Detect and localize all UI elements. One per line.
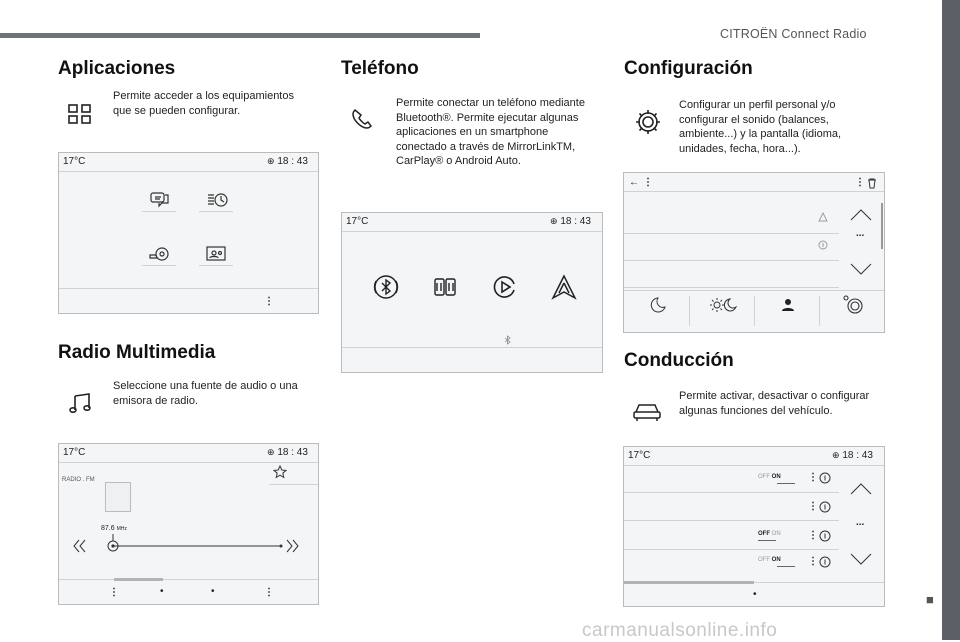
carplay-icon[interactable] xyxy=(492,274,518,300)
desc-conduccion: Permite activar, desactivar o configurar algunas funciones del vehículo. xyxy=(679,390,870,417)
scroll-down-icon[interactable] xyxy=(850,263,872,275)
time-label: 18 : 43 xyxy=(842,450,873,461)
scrollbar-thumb[interactable] xyxy=(881,203,883,249)
apps-grid-icon xyxy=(68,104,92,124)
settings-screen xyxy=(623,172,885,333)
desc-radio: Seleccione una fuente de audio o una emisora de radio. xyxy=(113,380,298,407)
toggle-off-label: OFF xyxy=(758,557,770,563)
settings-gear-icon xyxy=(634,108,662,136)
night-mode-icon[interactable] xyxy=(648,296,668,314)
bluetooth-icon[interactable] xyxy=(372,273,400,301)
page-edge-bar xyxy=(942,0,960,640)
menu-dots[interactable]: ⋮ xyxy=(808,556,818,567)
radio-screen xyxy=(58,443,319,605)
tab-dot[interactable]: • xyxy=(211,586,215,597)
temp-label: 17°C xyxy=(628,450,651,461)
mirrorlink-icon[interactable] xyxy=(432,274,458,300)
clock-label xyxy=(267,447,308,458)
more-label[interactable]: ... xyxy=(856,228,865,239)
radio-band-label: RADIO . FM xyxy=(62,477,95,483)
section-title-aplicaciones: Aplicaciones xyxy=(58,58,176,79)
temp-label: 17°C xyxy=(346,216,369,227)
menu-dots[interactable]: ⋮ xyxy=(808,472,818,483)
bluetooth-status-icon xyxy=(504,335,512,345)
toggle-off-on[interactable] xyxy=(758,557,781,563)
clock-label xyxy=(267,156,308,167)
driver-profile-icon[interactable] xyxy=(204,245,230,263)
toggle-off-label: OFF xyxy=(758,531,770,537)
scroll-up-icon[interactable] xyxy=(850,483,872,495)
toggle-on-label: ON xyxy=(771,531,781,537)
section-title-telefono: Teléfono xyxy=(341,58,419,79)
more-label[interactable]: ... xyxy=(856,517,865,528)
desc-telefono: Permite conectar un teléfono mediante Bluetooth®. Permite ejecutar algunas aplicaciones en un smartphone conectado a través de MirrorLinkTM, CarPlay® o Android Auto. xyxy=(396,97,585,167)
phone-handset-icon xyxy=(350,107,374,131)
info-icon xyxy=(818,240,828,250)
tab-dot[interactable]: • xyxy=(160,586,164,597)
section-title-configuracion: Configuración xyxy=(624,58,753,79)
day-night-icon[interactable] xyxy=(708,296,738,314)
menu-dots[interactable]: ⋮ xyxy=(855,177,865,188)
frequency-label xyxy=(101,525,127,532)
warning-icon xyxy=(818,212,828,222)
driving-screen xyxy=(623,446,885,607)
car-icon xyxy=(632,400,662,422)
settings-profile-icon[interactable] xyxy=(842,294,864,316)
connected-apps-icon[interactable] xyxy=(147,189,173,211)
page-marker: ■ xyxy=(926,592,934,607)
frequency-value: 87.6 xyxy=(101,525,115,532)
scroll-up-icon[interactable] xyxy=(850,209,872,221)
active-tab-indicator xyxy=(114,578,163,581)
clock-label xyxy=(832,450,873,461)
info-icon[interactable] xyxy=(819,556,831,568)
profile-icon[interactable] xyxy=(778,296,796,314)
android-auto-icon[interactable] xyxy=(550,273,578,301)
frequency-unit: MHz xyxy=(116,526,127,532)
gps-icon: ⊕ xyxy=(267,447,275,457)
page-header-title: CITROËN Connect Radio xyxy=(720,27,867,41)
active-tab-indicator xyxy=(624,581,754,584)
menu-dots[interactable]: ⋮ xyxy=(808,530,818,541)
menu-dots[interactable]: ⋮ xyxy=(109,587,119,598)
top-rule xyxy=(0,33,480,38)
info-icon[interactable] xyxy=(819,501,831,513)
info-icon[interactable] xyxy=(819,472,831,484)
section-title-radio: Radio Multimedia xyxy=(58,342,216,363)
gps-icon: ⊕ xyxy=(267,156,275,166)
toggle-off-label: OFF xyxy=(758,474,770,480)
desc-configuracion: Configurar un perfil personal y/o configurar el sonido (balances, ambiente...) y la pantalla (idioma, unidades, fecha, hora...). xyxy=(679,99,842,155)
gps-icon: ⊕ xyxy=(832,450,840,460)
desc-aplicaciones: Permite acceder a los equipamientos que se pueden configurar. xyxy=(113,90,294,117)
time-label: 18 : 43 xyxy=(277,447,308,458)
menu-dots[interactable]: ⋮ xyxy=(643,177,653,188)
menu-dots[interactable]: ⋮ xyxy=(808,501,818,512)
scroll-down-icon[interactable] xyxy=(850,553,872,565)
time-label: 18 : 43 xyxy=(560,216,591,227)
menu-dots[interactable]: ⋮ xyxy=(264,587,274,598)
frequency-slider[interactable] xyxy=(73,534,305,558)
climate-timer-icon[interactable] xyxy=(204,189,230,211)
trash-icon[interactable] xyxy=(867,178,877,189)
music-note-icon xyxy=(69,392,93,414)
toggle-off-on[interactable] xyxy=(758,531,781,537)
tab-dot[interactable]: • xyxy=(753,589,757,600)
settings-car-icon[interactable] xyxy=(147,243,173,265)
gps-icon: ⊕ xyxy=(550,216,558,226)
temp-label: 17°C xyxy=(63,156,86,167)
favorite-star-icon[interactable] xyxy=(273,465,287,479)
apps-screen xyxy=(58,152,319,314)
toggle-off-on[interactable] xyxy=(758,474,781,480)
clock-label xyxy=(550,216,591,227)
toggle-on-label: ON xyxy=(771,474,781,480)
menu-dots[interactable]: ⋮ xyxy=(264,296,274,307)
phone-screen xyxy=(341,212,603,373)
time-label: 18 : 43 xyxy=(277,156,308,167)
back-arrow-icon[interactable]: ← ⋮ xyxy=(629,177,653,188)
section-title-conduccion: Conducción xyxy=(624,350,734,371)
info-icon[interactable] xyxy=(819,530,831,542)
temp-label: 17°C xyxy=(63,447,86,458)
station-logo-placeholder xyxy=(105,482,131,512)
toggle-on-label: ON xyxy=(771,557,781,563)
watermark: carmanualsonline.info xyxy=(582,620,778,641)
